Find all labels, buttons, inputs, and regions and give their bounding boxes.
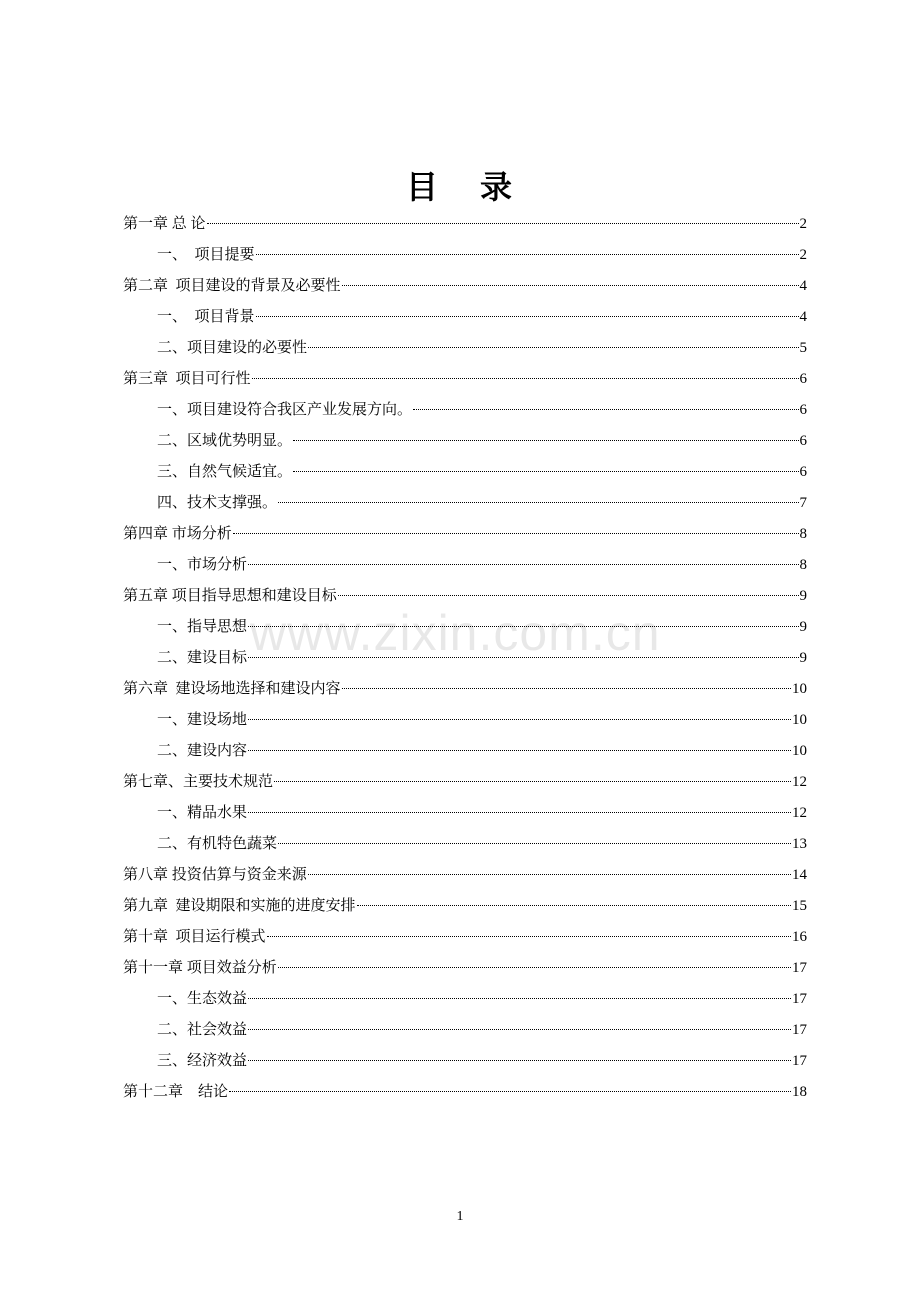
toc-dot-leader — [293, 440, 798, 441]
toc-dot-leader — [308, 874, 791, 875]
toc-entry-label: 四、技术支撑强。 — [157, 495, 278, 511]
toc-entry-page: 7 — [799, 495, 807, 511]
toc-entry-page: 5 — [799, 340, 807, 356]
toc-dot-leader — [248, 1029, 791, 1030]
toc-entry[interactable] — [123, 1077, 807, 1108]
toc-entry[interactable] — [123, 984, 807, 1015]
toc-entry[interactable] — [123, 302, 807, 333]
toc-entry[interactable] — [123, 457, 807, 488]
toc-entry[interactable] — [123, 767, 807, 798]
toc-entry-page: 8 — [799, 526, 807, 542]
toc-entry-label: 第七章、主要技术规范 — [123, 774, 274, 790]
page-number: 1 — [456, 1209, 464, 1224]
toc-entry-label: 二、社会效益 — [157, 1022, 248, 1038]
toc-entry-page: 12 — [792, 805, 807, 821]
toc-entry-page: 6 — [799, 371, 807, 387]
toc-entry[interactable] — [123, 209, 807, 240]
toc-entry-label: 二、区域优势明显。 — [157, 433, 293, 449]
toc-entry-label: 二、建设目标 — [157, 650, 248, 666]
table-of-contents — [123, 209, 807, 1108]
toc-entry-label: 一、生态效益 — [157, 991, 248, 1007]
toc-entry-page: 2 — [799, 247, 807, 263]
toc-entry-label: 第十一章 项目效益分析 — [123, 960, 277, 976]
toc-entry-label: 一、指导思想 — [157, 619, 248, 635]
toc-entry[interactable] — [123, 860, 807, 891]
toc-entry-page: 9 — [799, 588, 807, 604]
toc-entry-label: 一、 项目背景 — [157, 309, 255, 325]
toc-entry-label: 三、自然气候适宜。 — [157, 464, 293, 480]
toc-entry[interactable] — [123, 643, 807, 674]
toc-dot-leader — [248, 564, 798, 565]
toc-entry-page: 17 — [792, 1022, 807, 1038]
toc-entry-page: 14 — [792, 867, 807, 883]
toc-dot-leader — [278, 502, 798, 503]
toc-entry-page: 16 — [792, 929, 807, 945]
toc-entry-label: 第十章 项目运行模式 — [123, 929, 266, 945]
toc-entry-label: 二、建设内容 — [157, 743, 248, 759]
toc-entry-page: 9 — [799, 619, 807, 635]
toc-entry[interactable] — [123, 705, 807, 736]
toc-entry-page: 13 — [792, 836, 807, 852]
toc-dot-leader — [338, 595, 799, 596]
toc-dot-leader — [207, 223, 799, 224]
toc-entry[interactable] — [123, 488, 807, 519]
toc-entry[interactable] — [123, 395, 807, 426]
toc-entry-label: 一、 项目提要 — [157, 247, 255, 263]
toc-entry-label: 二、项目建设的必要性 — [157, 340, 308, 356]
toc-entry[interactable] — [123, 550, 807, 581]
toc-entry[interactable] — [123, 612, 807, 643]
title-char-2: 录 — [480, 168, 515, 206]
toc-entry[interactable] — [123, 736, 807, 767]
toc-entry-page: 17 — [792, 1053, 807, 1069]
toc-entry[interactable] — [123, 1046, 807, 1077]
toc-entry-page: 17 — [792, 960, 807, 976]
toc-dot-leader — [342, 688, 791, 689]
toc-entry-page: 10 — [792, 681, 807, 697]
toc-entry-label: 第五章 项目指导思想和建设目标 — [123, 588, 337, 604]
toc-entry-label: 第八章 投资估算与资金来源 — [123, 867, 307, 883]
toc-entry-label: 一、建设场地 — [157, 712, 248, 728]
toc-entry-label: 第三章 项目可行性 — [123, 371, 251, 387]
toc-dot-leader — [248, 998, 791, 999]
toc-entry[interactable] — [123, 271, 807, 302]
toc-entry-label: 第九章 建设期限和实施的进度安排 — [123, 898, 356, 914]
toc-dot-leader — [248, 626, 798, 627]
toc-dot-leader — [233, 533, 799, 534]
toc-dot-leader — [229, 1091, 791, 1092]
toc-dot-leader — [413, 409, 798, 410]
toc-dot-leader — [248, 750, 791, 751]
toc-entry[interactable] — [123, 798, 807, 829]
watermark: www.zixin.com.cn — [250, 605, 661, 661]
toc-dot-leader — [308, 347, 798, 348]
toc-entry-page: 8 — [799, 557, 807, 573]
toc-entry[interactable] — [123, 364, 807, 395]
toc-entry[interactable] — [123, 426, 807, 457]
toc-dot-leader — [278, 843, 791, 844]
toc-entry[interactable] — [123, 953, 807, 984]
toc-entry-page: 17 — [792, 991, 807, 1007]
toc-dot-leader — [248, 1060, 791, 1061]
toc-entry-page: 4 — [799, 309, 807, 325]
toc-entry-label: 第一章 总 论 — [123, 216, 206, 232]
toc-dot-leader — [256, 316, 799, 317]
toc-entry-page: 15 — [792, 898, 807, 914]
toc-entry-label: 第十二章 结论 — [123, 1084, 229, 1100]
toc-entry-page: 18 — [792, 1084, 807, 1100]
toc-entry-label: 三、经济效益 — [157, 1053, 248, 1069]
toc-entry-label: 二、有机特色蔬菜 — [157, 836, 278, 852]
toc-dot-leader — [256, 254, 799, 255]
toc-dot-leader — [248, 657, 798, 658]
title-char-1: 目 — [405, 168, 440, 206]
toc-dot-leader — [267, 936, 791, 937]
toc-entry-page: 10 — [792, 712, 807, 728]
toc-entry[interactable] — [123, 1015, 807, 1046]
toc-entry-page: 12 — [792, 774, 807, 790]
toc-dot-leader — [248, 719, 791, 720]
toc-entry-page: 4 — [799, 278, 807, 294]
toc-entry[interactable] — [123, 240, 807, 271]
toc-entry[interactable] — [123, 674, 807, 705]
toc-entry-page: 9 — [799, 650, 807, 666]
toc-dot-leader — [293, 471, 798, 472]
toc-entry-page: 6 — [799, 433, 807, 449]
toc-entry-label: 第六章 建设场地选择和建设内容 — [123, 681, 341, 697]
toc-dot-leader — [357, 905, 791, 906]
toc-entry-label: 第四章 市场分析 — [123, 526, 232, 542]
toc-dot-leader — [252, 378, 799, 379]
toc-entry-label: 一、精品水果 — [157, 805, 248, 821]
toc-entry[interactable] — [123, 333, 807, 364]
toc-entry-page: 2 — [799, 216, 807, 232]
toc-entry[interactable] — [123, 891, 807, 922]
toc-entry[interactable] — [123, 922, 807, 953]
toc-entry-label: 一、项目建设符合我区产业发展方向。 — [157, 402, 413, 418]
toc-dot-leader — [342, 285, 799, 286]
toc-entry[interactable] — [123, 581, 807, 612]
toc-entry[interactable] — [123, 519, 807, 550]
toc-entry-page: 6 — [799, 402, 807, 418]
toc-entry-label: 一、市场分析 — [157, 557, 248, 573]
toc-entry-page: 10 — [792, 743, 807, 759]
toc-dot-leader — [278, 967, 791, 968]
page-title — [0, 162, 920, 208]
toc-dot-leader — [248, 812, 791, 813]
toc-entry[interactable] — [123, 829, 807, 860]
toc-entry-label: 第二章 项目建设的背景及必要性 — [123, 278, 341, 294]
toc-dot-leader — [274, 781, 791, 782]
toc-entry-page: 6 — [799, 464, 807, 480]
